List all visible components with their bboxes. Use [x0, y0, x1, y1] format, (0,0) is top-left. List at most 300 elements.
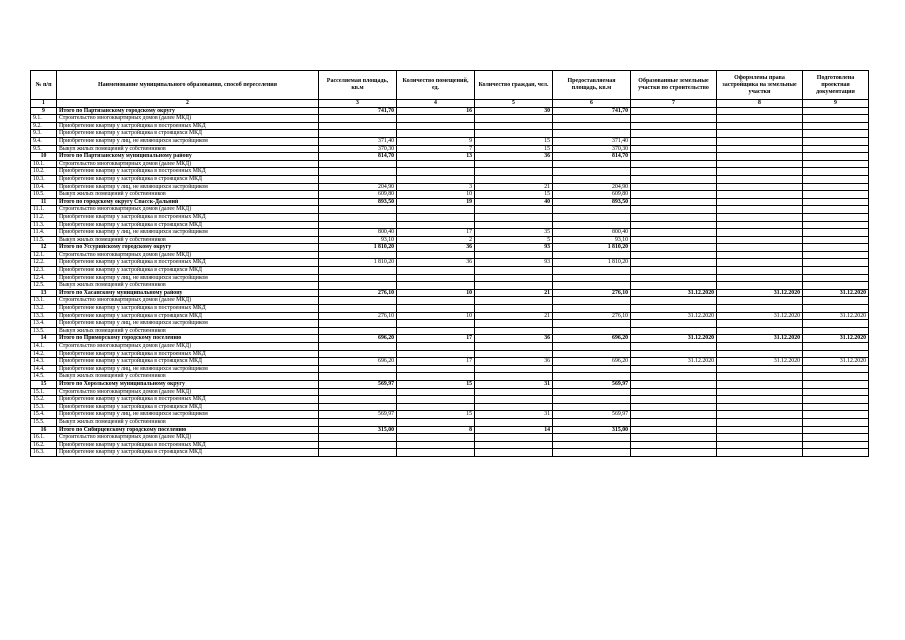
table-cell: 17 — [397, 335, 475, 343]
resettlement-table — [30, 70, 869, 457]
table-cell — [397, 441, 475, 449]
table-row — [31, 320, 869, 328]
table-cell: 15 — [475, 191, 553, 199]
table-cell — [475, 130, 553, 138]
table-cell — [631, 320, 717, 328]
table-cell: 14.4. — [31, 365, 57, 373]
table-cell — [397, 350, 475, 358]
table-cell — [397, 282, 475, 290]
table-cell — [717, 274, 803, 282]
table-cell: 315,00 — [319, 426, 397, 434]
table-cell: 9.5. — [31, 145, 57, 153]
table-cell: 31.12.2020 — [717, 289, 803, 297]
table-row — [31, 403, 869, 411]
table-cell — [553, 282, 631, 290]
table-cell — [319, 282, 397, 290]
table-cell: 741,70 — [553, 107, 631, 115]
table-cell — [717, 373, 803, 381]
column-number-cell: 8 — [717, 100, 803, 108]
table-cell — [553, 343, 631, 351]
table-cell: 15.4. — [31, 411, 57, 419]
table-cell: Приобретение квартир у застройщика в построенных МКД — [57, 305, 319, 313]
table-row — [31, 305, 869, 313]
table-cell: 14 — [31, 335, 57, 343]
table-cell — [717, 107, 803, 115]
table-cell — [397, 251, 475, 259]
table-row-total — [31, 289, 869, 297]
table-cell — [475, 373, 553, 381]
table-row — [31, 160, 869, 168]
table-cell: 800,40 — [553, 229, 631, 237]
table-row — [31, 251, 869, 259]
table-cell — [803, 244, 869, 252]
table-cell: 9.1. — [31, 115, 57, 123]
table-cell: 800,40 — [319, 229, 397, 237]
table-cell — [397, 327, 475, 335]
table-cell: 40 — [475, 198, 553, 206]
table-cell — [717, 267, 803, 275]
table-cell — [553, 160, 631, 168]
table-cell — [717, 418, 803, 426]
table-cell: 370,30 — [319, 145, 397, 153]
column-number-cell: 9 — [803, 100, 869, 108]
table-cell — [553, 168, 631, 176]
table-cell — [397, 130, 475, 138]
table-cell: 14.5. — [31, 373, 57, 381]
table-cell — [319, 434, 397, 442]
table-cell: 15.2. — [31, 396, 57, 404]
table-cell — [631, 373, 717, 381]
table-cell — [631, 168, 717, 176]
table-cell — [319, 305, 397, 313]
table-cell — [717, 183, 803, 191]
table-cell: Приобретение квартир у застройщика в построенных МКД — [57, 350, 319, 358]
table-cell: 16 — [31, 426, 57, 434]
table-cell — [717, 259, 803, 267]
table-cell — [553, 396, 631, 404]
table-cell: 12.3. — [31, 267, 57, 275]
table-cell: 16.3. — [31, 449, 57, 457]
table-cell — [803, 426, 869, 434]
table-cell: 10 — [397, 191, 475, 199]
table-cell — [475, 418, 553, 426]
table-cell — [803, 168, 869, 176]
table-cell: Строительство многоквартирных домов (далее МКД) — [57, 160, 319, 168]
table-cell: 12.4. — [31, 274, 57, 282]
table-cell — [631, 267, 717, 275]
table-cell — [319, 403, 397, 411]
table-cell — [803, 153, 869, 161]
table-cell: 31.12.2020 — [631, 312, 717, 320]
table-cell — [553, 418, 631, 426]
table-cell: 31.12.2020 — [717, 335, 803, 343]
table-cell — [717, 297, 803, 305]
table-cell: 814,70 — [319, 153, 397, 161]
table-cell: 16.1. — [31, 434, 57, 442]
table-cell: 10 — [397, 289, 475, 297]
table-cell — [631, 236, 717, 244]
column-number-cell: 6 — [553, 100, 631, 108]
table-cell — [717, 305, 803, 313]
table-cell — [803, 107, 869, 115]
table-cell: Приобретение квартир у застройщика в строящихся МКД — [57, 267, 319, 275]
table-row — [31, 206, 869, 214]
table-cell — [631, 206, 717, 214]
table-cell — [631, 122, 717, 130]
table-cell — [397, 418, 475, 426]
table-cell — [397, 221, 475, 229]
table-cell — [631, 259, 717, 267]
table-cell — [397, 206, 475, 214]
table-cell — [475, 396, 553, 404]
table-cell: Приобретение квартир у застройщика в строящихся МКД — [57, 130, 319, 138]
table-cell: Итого по Партизанскому городскому округу — [57, 107, 319, 115]
table-cell — [717, 441, 803, 449]
table-cell: 31 — [475, 380, 553, 388]
table-row-total — [31, 198, 869, 206]
table-cell — [475, 206, 553, 214]
table-cell — [319, 175, 397, 183]
table-cell — [631, 411, 717, 419]
table-cell — [717, 198, 803, 206]
table-cell — [553, 434, 631, 442]
table-cell — [803, 183, 869, 191]
table-cell — [717, 343, 803, 351]
table-row — [31, 236, 869, 244]
table-cell — [397, 274, 475, 282]
table-cell — [631, 418, 717, 426]
table-cell: 14.2. — [31, 350, 57, 358]
table-cell — [553, 441, 631, 449]
table-row-total — [31, 335, 869, 343]
table-cell — [631, 396, 717, 404]
table-cell: 9.2. — [31, 122, 57, 130]
table-cell: Итого по городскому округу Спасск-Дальний — [57, 198, 319, 206]
table-cell — [717, 320, 803, 328]
table-cell — [631, 350, 717, 358]
table-cell — [631, 343, 717, 351]
table-cell — [319, 343, 397, 351]
table-cell: 609,80 — [319, 191, 397, 199]
table-cell — [475, 441, 553, 449]
table-cell: 13.3. — [31, 312, 57, 320]
table-cell — [475, 365, 553, 373]
table-cell: Строительство многоквартирных домов (далее МКД) — [57, 297, 319, 305]
table-cell — [717, 434, 803, 442]
table-cell — [803, 198, 869, 206]
table-cell — [553, 175, 631, 183]
table-cell: 276,10 — [319, 289, 397, 297]
table-cell — [717, 244, 803, 252]
table-cell: 15 — [475, 145, 553, 153]
table-cell — [631, 434, 717, 442]
table-cell: Приобретение квартир у застройщика в построенных МКД — [57, 441, 319, 449]
table-cell — [717, 251, 803, 259]
table-cell: 11.4. — [31, 229, 57, 237]
table-cell: 814,70 — [553, 153, 631, 161]
table-cell: 569,97 — [319, 411, 397, 419]
table-cell: 569,97 — [553, 411, 631, 419]
table-cell — [397, 175, 475, 183]
table-cell — [319, 350, 397, 358]
table-cell — [397, 388, 475, 396]
table-cell: Строительство многоквартирных домов (далее МКД) — [57, 434, 319, 442]
table-cell — [553, 251, 631, 259]
table-cell — [319, 418, 397, 426]
table-cell: 315,00 — [553, 426, 631, 434]
table-cell — [397, 115, 475, 123]
header-cell-area-provided: Предоставляемая площадь, кв.м — [553, 71, 631, 100]
table-cell — [717, 403, 803, 411]
table-row-total — [31, 153, 869, 161]
table-cell — [553, 274, 631, 282]
table-cell: 10.2. — [31, 168, 57, 176]
table-cell — [717, 365, 803, 373]
table-cell: 13.4. — [31, 320, 57, 328]
table-cell — [397, 320, 475, 328]
table-cell: 36 — [397, 244, 475, 252]
table-cell: 15 — [475, 137, 553, 145]
table-cell — [717, 449, 803, 457]
table-cell — [803, 403, 869, 411]
table-cell — [397, 373, 475, 381]
table-cell: 3 — [397, 183, 475, 191]
table-cell: Приобретение квартир у лиц, не являющихся застройщиком — [57, 229, 319, 237]
table-cell — [803, 380, 869, 388]
table-cell — [475, 403, 553, 411]
table-cell — [717, 327, 803, 335]
table-cell: 9.3. — [31, 130, 57, 138]
table-cell: 10.4. — [31, 183, 57, 191]
table-cell: 11.1. — [31, 206, 57, 214]
table-row — [31, 297, 869, 305]
table-cell: 10.1. — [31, 160, 57, 168]
table-cell: 11.2. — [31, 213, 57, 221]
table-cell — [319, 206, 397, 214]
table-cell: Строительство многоквартирных домов (далее МКД) — [57, 115, 319, 123]
table-cell — [803, 418, 869, 426]
table-cell — [397, 365, 475, 373]
table-cell — [553, 350, 631, 358]
table-cell: 93 — [475, 244, 553, 252]
table-row — [31, 411, 869, 419]
table-cell: 13.5. — [31, 327, 57, 335]
table-cell: Выкуп жилых помещений у собственников — [57, 327, 319, 335]
column-number-row — [31, 100, 869, 108]
table-cell — [803, 236, 869, 244]
table-cell — [319, 274, 397, 282]
table-row — [31, 168, 869, 176]
table-cell: 17 — [397, 358, 475, 366]
table-cell — [475, 115, 553, 123]
table-cell — [717, 130, 803, 138]
table-cell: Приобретение квартир у лиц, не являющихся застройщиком — [57, 365, 319, 373]
table-cell: 31.12.2020 — [803, 289, 869, 297]
table-cell: 7 — [397, 145, 475, 153]
table-cell: 12.5. — [31, 282, 57, 290]
table-cell — [475, 282, 553, 290]
table-cell — [803, 191, 869, 199]
table-cell: 30 — [475, 107, 553, 115]
table-cell: 569,97 — [553, 380, 631, 388]
table-cell — [717, 236, 803, 244]
table-cell — [553, 449, 631, 457]
table-cell: 21 — [475, 289, 553, 297]
table-row — [31, 213, 869, 221]
table-cell: Приобретение квартир у застройщика в построенных МКД — [57, 122, 319, 130]
table-cell — [397, 122, 475, 130]
table-cell — [319, 327, 397, 335]
table-cell — [553, 297, 631, 305]
table-cell — [717, 396, 803, 404]
table-cell: Приобретение квартир у застройщика в строящихся МКД — [57, 175, 319, 183]
table-cell: 13 — [31, 289, 57, 297]
header-cell-land-plots: Образованные земельные участки по строительство — [631, 71, 717, 100]
table-cell — [397, 267, 475, 275]
table-cell — [553, 327, 631, 335]
table-cell: 35 — [475, 229, 553, 237]
table-cell — [319, 115, 397, 123]
table-cell — [631, 449, 717, 457]
table-cell: 276,10 — [553, 289, 631, 297]
table-cell: 31.12.2020 — [803, 312, 869, 320]
table-cell — [803, 137, 869, 145]
table-cell: 9.4. — [31, 137, 57, 145]
table-cell — [631, 221, 717, 229]
table-cell: 15.5. — [31, 418, 57, 426]
table-cell: 36 — [475, 335, 553, 343]
table-cell: 371,40 — [553, 137, 631, 145]
table-cell — [631, 297, 717, 305]
table-cell: Приобретение квартир у лиц, не являющихся застройщиком — [57, 320, 319, 328]
table-cell — [803, 267, 869, 275]
table-cell: 569,97 — [319, 380, 397, 388]
table-cell — [803, 388, 869, 396]
table-cell — [631, 191, 717, 199]
table-cell — [631, 229, 717, 237]
table-cell: Приобретение квартир у застройщика в построенных МКД — [57, 168, 319, 176]
table-cell — [717, 411, 803, 419]
table-cell — [631, 388, 717, 396]
table-cell: Приобретение квартир у застройщика в строящихся МКД — [57, 449, 319, 457]
table-cell: Строительство многоквартирных домов (далее МКД) — [57, 251, 319, 259]
table-cell: Приобретение квартир у застройщика в строящихся МКД — [57, 358, 319, 366]
table-cell — [553, 373, 631, 381]
table-cell — [553, 388, 631, 396]
table-cell — [475, 168, 553, 176]
table-cell: 16 — [397, 107, 475, 115]
table-cell — [803, 305, 869, 313]
column-number-cell: 1 — [31, 100, 57, 108]
table-cell — [553, 115, 631, 123]
table-cell — [717, 221, 803, 229]
table-cell — [553, 130, 631, 138]
table-cell — [475, 160, 553, 168]
table-cell: 16.2. — [31, 441, 57, 449]
table-cell: 696,20 — [553, 358, 631, 366]
table-cell — [553, 206, 631, 214]
table-cell: 31.12.2020 — [631, 358, 717, 366]
table-cell — [717, 122, 803, 130]
table-cell — [475, 305, 553, 313]
table-cell: Итого по Сибирцевскому городскому поселению — [57, 426, 319, 434]
table-cell — [319, 130, 397, 138]
table-cell — [717, 168, 803, 176]
table-cell: 696,20 — [553, 335, 631, 343]
table-cell: 10 — [397, 312, 475, 320]
table-cell: 14.1. — [31, 343, 57, 351]
table-cell — [803, 350, 869, 358]
table-cell: 13.1. — [31, 297, 57, 305]
table-cell — [397, 297, 475, 305]
table-cell — [803, 434, 869, 442]
table-row — [31, 259, 869, 267]
table-cell: Итого по Хорольскому муниципальному округу — [57, 380, 319, 388]
table-cell: Выкуп жилых помещений у собственников — [57, 145, 319, 153]
table-cell — [475, 122, 553, 130]
table-row — [31, 274, 869, 282]
table-cell: 11 — [31, 198, 57, 206]
table-cell — [475, 267, 553, 275]
table-row — [31, 418, 869, 426]
table-row — [31, 441, 869, 449]
table-cell: 31.12.2020 — [803, 358, 869, 366]
table-cell — [631, 426, 717, 434]
table-cell — [319, 160, 397, 168]
table-cell: 370,30 — [553, 145, 631, 153]
table-cell: 276,10 — [319, 312, 397, 320]
table-cell — [717, 213, 803, 221]
header-cell-rooms-count: Количество помещений, ед. — [397, 71, 475, 100]
table-cell: 31.12.2020 — [803, 335, 869, 343]
table-cell — [475, 175, 553, 183]
table-cell — [717, 137, 803, 145]
table-cell — [803, 441, 869, 449]
table-cell — [319, 122, 397, 130]
table-cell — [319, 251, 397, 259]
table-cell — [319, 441, 397, 449]
table-row — [31, 191, 869, 199]
table-cell: Итого по Партизанскому муниципальному району — [57, 153, 319, 161]
table-cell — [631, 282, 717, 290]
table-row — [31, 282, 869, 290]
table-cell — [631, 130, 717, 138]
column-number-cell: 7 — [631, 100, 717, 108]
table-cell — [397, 343, 475, 351]
table-cell: Строительство многоквартирных домов (далее МКД) — [57, 206, 319, 214]
table-cell: Итого по Приморскому городскому поселению — [57, 335, 319, 343]
table-row — [31, 221, 869, 229]
table-cell — [717, 115, 803, 123]
table-row — [31, 175, 869, 183]
table-cell: Строительство многоквартирных домов (далее МКД) — [57, 343, 319, 351]
column-number-cell: 5 — [475, 100, 553, 108]
table-cell — [717, 175, 803, 183]
header-row — [31, 71, 869, 100]
table-cell: 9 — [31, 107, 57, 115]
header-cell-name: Наименование муниципального образования, способ переселения — [57, 71, 319, 100]
table-cell: 36 — [397, 259, 475, 267]
table-cell — [803, 145, 869, 153]
table-cell — [553, 320, 631, 328]
table-row — [31, 267, 869, 275]
table-cell: 10.3. — [31, 175, 57, 183]
table-cell: 5 — [475, 236, 553, 244]
table-cell: 31.12.2020 — [717, 312, 803, 320]
table-cell: Выкуп жилых помещений у собственников — [57, 191, 319, 199]
table-cell — [475, 350, 553, 358]
table-cell — [319, 396, 397, 404]
